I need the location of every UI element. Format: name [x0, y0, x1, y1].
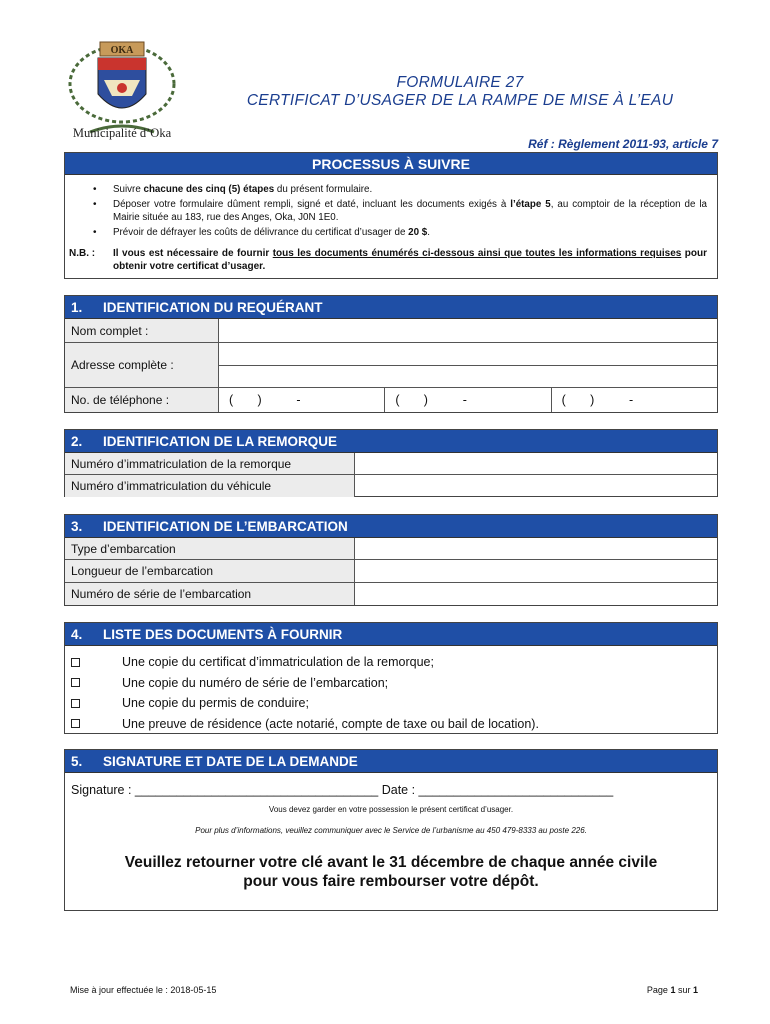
section-documents — [64, 622, 718, 734]
vehicule-immatriculation-label: Numéro d’immatriculation du véhicule — [65, 475, 355, 497]
keep-certificate-note: Vous devez garder en votre possession le présent certificat d’usager. — [268, 805, 514, 814]
update-date: Mise à jour effectuée le : 2018-05-15 — [70, 985, 217, 995]
logo-caption: Municipalité d’Oka — [72, 126, 172, 140]
adresse-field-line-1[interactable] — [219, 343, 717, 366]
longueur-embarcation-label: Longueur de l’embarcation — [65, 560, 355, 582]
type-embarcation-field[interactable] — [355, 538, 717, 559]
document-item: Une copie du permis de conduire; — [71, 693, 717, 714]
step-3: • Prévoir de défrayer les coûts de délivrance du certificat d’usager de 20 $. — [93, 226, 707, 239]
section-requerant — [64, 295, 718, 413]
regulation-reference: Réf : Règlement 2011-93, article 7 — [528, 137, 718, 151]
document-item: Une copie du certificat d’immatriculation de la remorque; — [71, 652, 717, 673]
return-key-notice-1: Veuillez retourner votre clé avant le 31 décembre de chaque année civile — [124, 854, 658, 871]
form-title: CERTIFICAT D’USAGER DE LA RAMPE DE MISE À L’EAU — [246, 92, 674, 109]
remorque-immatriculation-label: Numéro d’immatriculation de la remorque — [65, 453, 355, 474]
section-1-heading: 1. IDENTIFICATION DU REQUÉRANT — [65, 296, 717, 319]
nom-field[interactable] — [219, 319, 717, 342]
vehicule-immatriculation-field[interactable] — [355, 475, 717, 497]
document-checkbox[interactable] — [71, 719, 80, 728]
remorque-immatriculation-field[interactable] — [355, 453, 717, 474]
document-item: Une copie du numéro de série de l’embarcation; — [71, 673, 717, 694]
serie-embarcation-field[interactable] — [355, 583, 717, 605]
return-key-notice-2: pour vous faire rembourser votre dépôt. — [243, 873, 539, 890]
serie-embarcation-label: Numéro de série de l’embarcation — [65, 583, 355, 605]
adresse-label: Adresse complète : — [65, 343, 219, 387]
section-signature — [64, 749, 718, 911]
step-1: • Suivre chacune des cinq (5) étapes du présent formulaire. — [93, 183, 707, 196]
page-number: Page 1 sur 1 — [646, 985, 698, 995]
section-5-heading: 5. SIGNATURE ET DATE DE LA DEMANDE — [65, 750, 717, 773]
document-item: Une preuve de résidence (acte notarié, compte de taxe ou bail de location). — [71, 714, 717, 735]
telephone-field-1[interactable]: ( ) - — [219, 388, 385, 412]
processus-heading: PROCESSUS À SUIVRE — [65, 153, 717, 175]
section-4-heading: 4. LISTE DES DOCUMENTS À FOURNIR — [65, 623, 717, 646]
processus-section — [64, 152, 718, 279]
nb-note: N.B. : Il vous est nécessaire de fournir tous les documents énumérés ci-dessous ainsi que toutes les informations requises pour obtenir votre certificat d’usager. — [69, 248, 708, 272]
type-embarcation-label: Type d’embarcation — [65, 538, 355, 559]
telephone-field-2[interactable]: ( ) - — [385, 388, 551, 412]
document-checkbox[interactable] — [71, 658, 80, 667]
longueur-embarcation-field[interactable] — [355, 560, 717, 582]
telephone-label: No. de téléphone : — [65, 388, 219, 412]
documents-list — [65, 646, 717, 734]
signature-date-line[interactable]: Signature : ___________________________________ Date : ____________________________ — [71, 783, 614, 797]
telephone-field-3[interactable]: ( ) - — [561, 393, 634, 407]
document-checkbox[interactable] — [71, 678, 80, 687]
contact-note: Pour plus d’informations, veuillez communiquer avec le Service de l’urbanisme au 450 479-8333 au poste 226. — [195, 826, 587, 835]
form-number: FORMULAIRE 27 — [396, 74, 524, 91]
section-2-heading: 2. IDENTIFICATION DE LA REMORQUE — [65, 430, 717, 453]
document-checkbox[interactable] — [71, 699, 80, 708]
adresse-field-line-2[interactable] — [219, 366, 717, 388]
section-embarcation — [64, 514, 718, 606]
section-3-heading: 3. IDENTIFICATION DE L’EMBARCATION — [65, 515, 717, 538]
processus-steps — [65, 175, 717, 239]
step-2: • Déposer votre formulaire dûment rempli, signé et daté, incluant les documents exigés à l’étape 5, au comptoir de la réception de la Mairie située au 183, rue des Anges, Oka, J0N 1E0. — [93, 198, 707, 224]
nom-label: Nom complet : — [65, 319, 219, 342]
section-remorque — [64, 429, 718, 497]
logo-text: OKA — [110, 45, 134, 56]
